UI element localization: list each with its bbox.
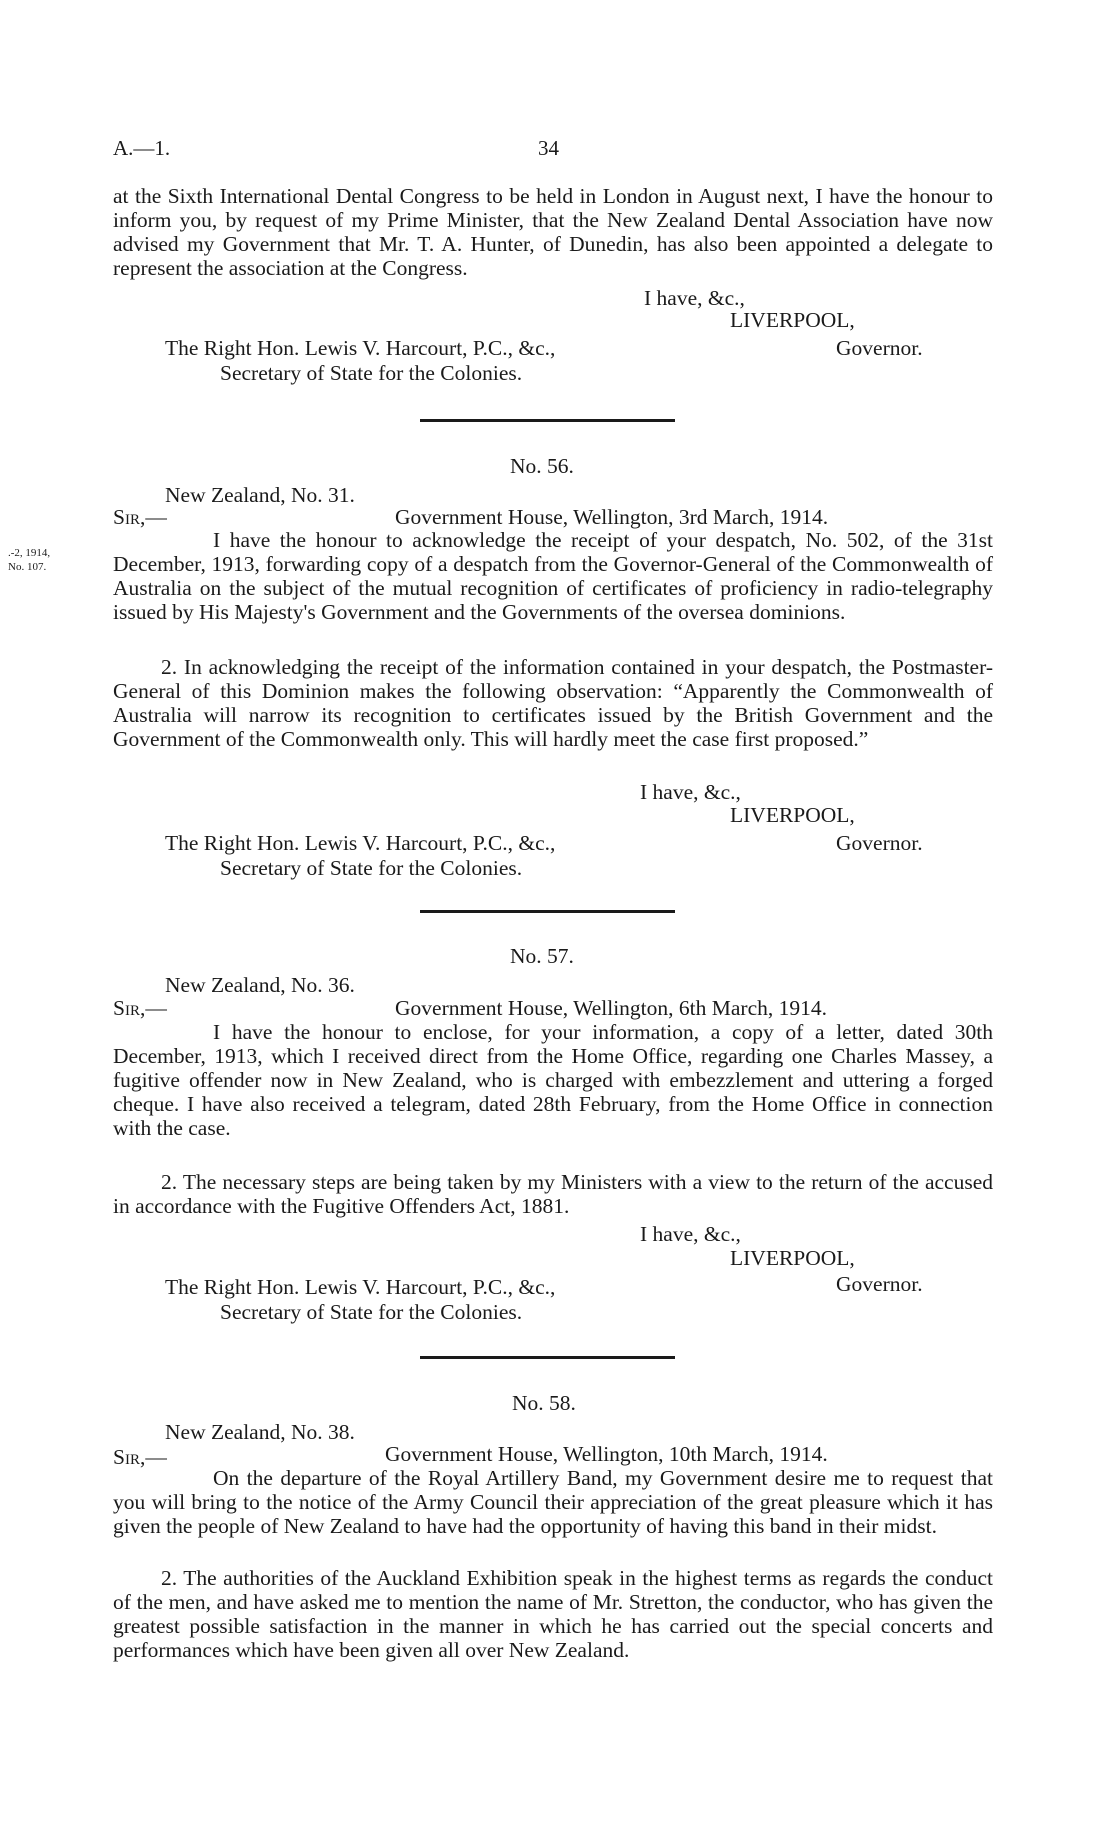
letter-58-paragraph-1: On the departure of the Royal Artillery Band, my Government desire me to request that you will bring to the notice of the Army Council their appreciation of the great pleasure which it has given the people of New Zealand to have had the opportunity of having this band in their midst. <box>113 1466 993 1538</box>
margin-note-line-1: .-2, 1914, <box>8 547 51 559</box>
letter-55-addressee: The Right Hon. Lewis V. Harcourt, P.C., &c., <box>165 336 556 360</box>
letter-56-title: Governor. <box>836 831 923 855</box>
letter-56-salutation: Sir,— <box>113 505 167 529</box>
letter-57-title: Governor. <box>836 1272 923 1296</box>
letter-57-salutation: Sir,— <box>113 996 167 1020</box>
letter-57-addressee: The Right Hon. Lewis V. Harcourt, P.C., &c., <box>165 1275 556 1299</box>
page-number: 34 <box>538 136 559 160</box>
letter-57-closing: I have, &c., <box>640 1222 741 1246</box>
letter-58-number: No. 58. <box>512 1391 576 1415</box>
section-divider <box>420 419 675 422</box>
letter-56-signature: LIVERPOOL, <box>730 803 855 827</box>
letter-57-addressee-office: Secretary of State for the Colonies. <box>220 1300 523 1324</box>
letter-56-addressee-office: Secretary of State for the Colonies. <box>220 856 523 880</box>
letter-56-paragraph-1: I have the honour to acknowledge the receipt of your despatch, No. 502, of the 31st December, 1913, forwarding copy of a despatch from the Governor-General of the Commonwealth of Australia on the subject of the mutual recognition of certificates of proficiency in radio-telegraphy issued by His Majesty's Government and the Governments of the oversea dominions. <box>113 528 993 624</box>
letter-58-salutation: Sir,— <box>113 1445 167 1469</box>
letter-58-paragraph-2: 2. The authorities of the Auckland Exhibition speak in the highest terms as regards the conduct of the men, and have asked me to mention the name of Mr. Stretton, the conductor, who has given the greatest possible satisfaction in the manner in which he has carried out the special concerts and performances which have been given all over New Zealand. <box>113 1566 993 1662</box>
section-divider <box>420 910 675 913</box>
letter-55-closing: I have, &c., <box>644 286 745 310</box>
page-ref: A.—1. <box>113 136 171 160</box>
letter-55-addressee-office: Secretary of State for the Colonies. <box>220 361 523 385</box>
letter-57-paragraph-2: 2. The necessary steps are being taken by my Ministers with a view to the return of the accused in accordance with the Fugitive Offenders Act, 1881. <box>113 1170 993 1218</box>
section-divider <box>420 1356 675 1359</box>
letter-56-place-date: Government House, Wellington, 3rd March, 1914. <box>395 505 829 529</box>
letter-57-ref: New Zealand, No. 36. <box>165 973 355 997</box>
letter-58-ref: New Zealand, No. 38. <box>165 1420 355 1444</box>
letter-58-place-date: Government House, Wellington, 10th March, 1914. <box>385 1442 828 1466</box>
margin-note <box>8 546 50 574</box>
letter-56-addressee: The Right Hon. Lewis V. Harcourt, P.C., &c., <box>165 831 556 855</box>
letter-57-signature: LIVERPOOL, <box>730 1246 855 1270</box>
letter-57-paragraph-1: I have the honour to enclose, for your information, a copy of a letter, dated 30th December, 1913, which I received direct from the Home Office, regarding one Charles Massey, a fugitive offender now in New Zealand, who is charged with embezzlement and uttering a forged cheque. I have also received a telegram, dated 28th February, from the Home Office in connection with the case. <box>113 1020 993 1140</box>
letter-57-place-date: Government House, Wellington, 6th March, 1914. <box>395 996 827 1020</box>
letter-56-number: No. 56. <box>510 454 574 478</box>
letter-55-title: Governor. <box>836 336 923 360</box>
letter-56-ref: New Zealand, No. 31. <box>165 483 355 507</box>
letter-55-signature: LIVERPOOL, <box>730 308 855 332</box>
letter-56-closing: I have, &c., <box>640 780 741 804</box>
letter-56-paragraph-2: 2. In acknowledging the receipt of the information contained in your despatch, the Postmaster-General of this Dominion makes the following observation: “Apparently the Commonwealth of Australia will narrow its recognition to certificates issued by the British Government and the Government of the Commonwealth only. This will hardly meet the case first proposed.” <box>113 655 993 751</box>
letter-55-text: at the Sixth International Dental Congress to be held in London in August next, I have the honour to inform you, by request of my Prime Minister, that the New Zealand Dental Association have now advised my Government that Mr. T. A. Hunter, of Dunedin, has also been appointed a delegate to represent the association at the Congress. <box>113 184 993 280</box>
letter-57-number: No. 57. <box>510 944 574 968</box>
margin-note-line-2: No. 107. <box>8 561 47 573</box>
